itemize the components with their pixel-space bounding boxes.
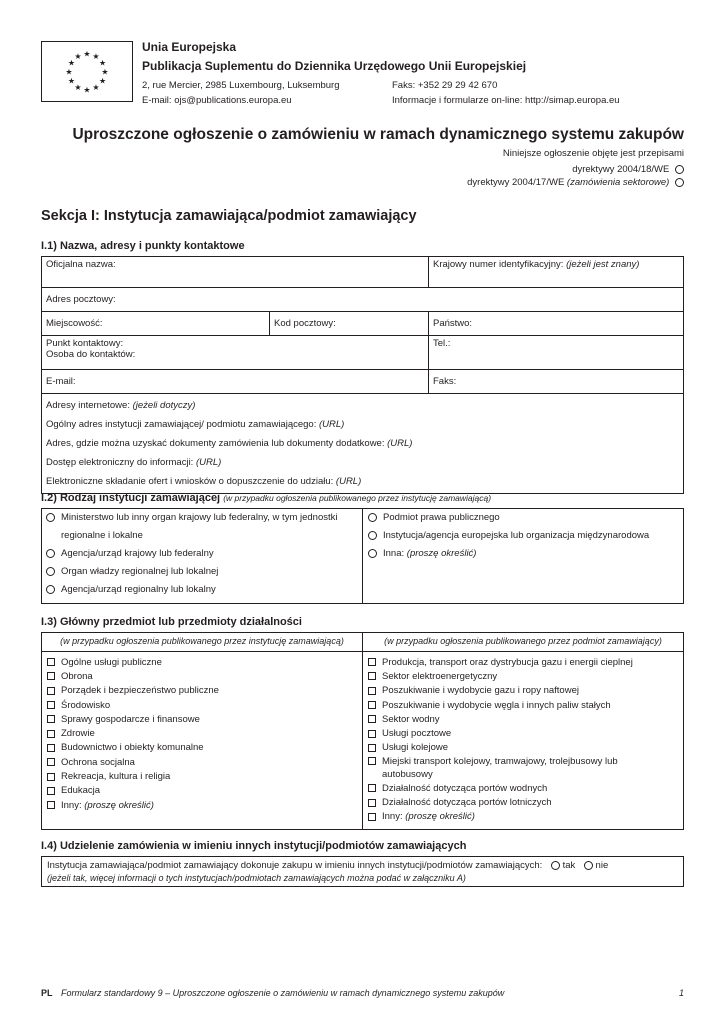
authority-option-label: Ministerstwo lub inny organ krajowy lub federalny, w tym jednostki regionalne i lokalne [61, 512, 338, 541]
authority-option[interactable] [46, 545, 356, 563]
activity-checkbox[interactable] [368, 757, 376, 765]
postal-address-label: Adres pocztowy: [46, 294, 116, 305]
activity-option-label: Obrona [61, 670, 93, 682]
docs-address-label: Adres, gdzie można uzyskać dokumenty zamówienia lub dokumenty dodatkowe: [46, 438, 385, 449]
i2-heading [41, 492, 491, 504]
other-label: Inna: [383, 548, 405, 559]
national-id-label: Krajowy numer identyfikacyjny: [433, 259, 564, 270]
phone-label: Tel.: [433, 338, 451, 349]
activity-other-label [61, 800, 154, 811]
star-icon: ★ [99, 58, 107, 68]
header-fax: Faks: +352 29 29 42 670 [392, 80, 498, 91]
other-label: Inny: [382, 811, 403, 823]
email-field[interactable] [42, 370, 429, 394]
activity-checkbox[interactable] [47, 758, 55, 766]
activity-option[interactable] [47, 669, 357, 683]
authority-radio[interactable] [46, 585, 55, 594]
i3-heading: I.3) Główny przedmiot lub przedmioty działalności [41, 616, 302, 628]
authority-option-label: Agencja/urząd krajowy lub federalny [61, 548, 214, 559]
authority-right-options [368, 509, 680, 563]
activity-option-label: Sprawy gospodarcze i finansowe [61, 713, 200, 725]
activity-option[interactable] [47, 784, 357, 798]
activity-option[interactable] [47, 741, 357, 755]
authority-radio[interactable] [46, 549, 55, 558]
city-label: Miejscowość: [46, 318, 103, 329]
star-icon: ★ [67, 58, 75, 68]
internet-note: (jeżeli dotyczy) [132, 400, 196, 411]
activity-checkbox[interactable] [368, 799, 376, 807]
activity-option-label: Porządek i bezpieczeństwo publiczne [61, 685, 219, 697]
activity-option[interactable] [368, 755, 680, 781]
activity-checkbox[interactable] [368, 687, 376, 695]
footer-text: Formularz standardowy 9 – Uproszczone ogłoszenie o zamówieniu w ramach dynamicznego systemu zakupów [61, 988, 505, 998]
activity-checkbox[interactable] [47, 701, 55, 709]
activity-option-other[interactable] [368, 810, 680, 824]
directive-2004-17-note: (zamówienia sektorowe) [566, 177, 670, 188]
fax-field[interactable] [429, 370, 684, 394]
directive-intro: Niniejsze ogłoszenie objęte jest przepisami [502, 148, 684, 159]
directive-2004-17-label: dyrektywy 2004/17/WE [467, 177, 565, 188]
behalf-box [41, 856, 684, 887]
authority-left-options [46, 509, 356, 599]
footer-lang: PL [41, 988, 53, 998]
star-icon: ★ [65, 67, 73, 77]
activity-right-options [368, 655, 680, 824]
directive-2004-18-label: dyrektywy 2004/18/WE [572, 164, 670, 175]
activity-option[interactable] [368, 795, 680, 809]
activity-option-other[interactable] [47, 798, 357, 812]
activity-option[interactable] [47, 684, 357, 698]
city-field[interactable] [42, 312, 270, 336]
activity-option-label: Miejski transport kolejowy, tramwajowy, trolejbusowy lub autobusowy [382, 756, 618, 781]
star-icon: ★ [74, 51, 82, 61]
activity-box [41, 632, 684, 830]
activity-checkbox[interactable] [47, 672, 55, 680]
star-icon: ★ [74, 83, 82, 93]
contact-table [41, 256, 684, 494]
authority-option-other[interactable] [368, 545, 680, 563]
activity-option[interactable] [47, 655, 357, 669]
row-divider [42, 651, 683, 652]
activity-option[interactable] [368, 712, 680, 726]
activity-left-options [47, 655, 357, 812]
national-id-note: (jeżeli jest znany) [566, 259, 640, 270]
page-title: Uproszczone ogłoszenie o zamówieniu w ramach dynamicznego systemu zakupów [72, 126, 684, 143]
country-label: Państwo: [433, 318, 473, 329]
i2-note: (w przypadku ogłoszenia publikowanego przez instytucję zamawiającą) [223, 493, 492, 503]
behalf-no-label: nie [595, 860, 609, 871]
directive-2004-18 [572, 164, 684, 175]
activity-option-label: Poszukiwanie i wydobycie węgla i innych paliw stałych [382, 699, 611, 711]
activity-checkbox[interactable] [368, 701, 376, 709]
activity-checkbox[interactable] [47, 801, 55, 809]
email-label: E-mail: [46, 376, 76, 387]
header-info: Informacje i formularze on-line: http://simap.europa.eu [392, 95, 620, 106]
authority-option-label: Podmiot prawa publicznego [383, 512, 500, 523]
activity-option-label: Rekreacja, kultura i religia [61, 771, 171, 783]
activity-option-label: Produkcja, transport oraz dystrybucja gazu i energii cieplnej [382, 656, 633, 668]
other-note: (proszę określić) [406, 548, 477, 559]
behalf-yes-label: tak [562, 860, 576, 871]
postal-address-field[interactable] [42, 288, 684, 312]
other-label: Inny: [61, 799, 82, 811]
activity-checkbox[interactable] [368, 744, 376, 752]
authority-radio[interactable] [368, 513, 377, 522]
activity-checkbox[interactable] [368, 730, 376, 738]
star-icon: ★ [101, 67, 109, 77]
activity-option[interactable] [47, 755, 357, 769]
national-id-field[interactable] [429, 257, 684, 288]
authority-option[interactable] [368, 527, 680, 545]
internet-label: Adresy internetowe: [46, 400, 130, 411]
authority-option[interactable] [368, 509, 680, 527]
i4-heading: I.4) Udzielenie zamówienia w imieniu innych instytucji/podmiotów zamawiających [41, 840, 467, 852]
activity-option[interactable] [47, 769, 357, 783]
activity-option-label: Usługi kolejowe [382, 742, 449, 754]
column-divider [362, 633, 363, 829]
activity-checkbox[interactable] [47, 744, 55, 752]
attention-label: Osoba do kontaktów: [46, 349, 136, 360]
authority-option[interactable] [46, 563, 356, 581]
activity-option[interactable] [47, 712, 357, 726]
activity-option-label: Ochrona socjalna [61, 756, 135, 768]
header-address: 2, rue Mercier, 2985 Luxembourg, Luksemburg [142, 80, 340, 91]
activity-option-label: Sektor wodny [382, 713, 440, 725]
activity-right-note: (w przypadku ogłoszenia publikowanego przez podmiot zamawiający) [384, 636, 662, 646]
publication-name: Publikacja Suplementu do Dziennika Urzędowego Unii Europejskiej [142, 59, 527, 73]
activity-option-label: Budownictwo i obiekty komunalne [61, 742, 204, 754]
activity-checkbox[interactable] [368, 784, 376, 792]
postal-code-label: Kod pocztowy: [274, 318, 336, 329]
activity-other-label [382, 811, 475, 822]
activity-checkbox[interactable] [47, 715, 55, 723]
activity-option[interactable] [368, 741, 680, 755]
star-icon: ★ [92, 51, 100, 61]
activity-checkbox[interactable] [368, 672, 376, 680]
url-note: (URL) [387, 438, 413, 449]
authority-radio[interactable] [46, 513, 55, 522]
official-name-field[interactable] [42, 257, 429, 288]
activity-option-label: Działalność dotycząca portów wodnych [382, 782, 548, 794]
activity-option[interactable] [47, 726, 357, 740]
activity-checkbox[interactable] [47, 730, 55, 738]
activity-option[interactable] [368, 726, 680, 740]
activity-checkbox[interactable] [47, 658, 55, 666]
star-icon: ★ [83, 49, 91, 59]
footer [41, 988, 504, 998]
behalf-yes-radio[interactable] [551, 861, 560, 870]
behalf-no-radio[interactable] [584, 861, 593, 870]
behalf-question-row [47, 860, 608, 871]
activity-option[interactable] [368, 698, 680, 712]
url-note: (URL) [319, 419, 345, 430]
authority-other-label [383, 545, 476, 563]
postal-code-field[interactable] [270, 312, 429, 336]
electronic-access-label: Dostęp elektroniczny do informacji: [46, 457, 194, 468]
activity-option[interactable] [368, 684, 680, 698]
eu-flag-logo [41, 41, 133, 102]
general-address-label: Ogólny adres instytucji zamawiającej/ podmiotu zamawiającego: [46, 419, 317, 430]
i1-heading: I.1) Nazwa, adresy i punkty kontaktowe [41, 240, 245, 252]
country-field[interactable] [429, 312, 684, 336]
org-name: Unia Europejska [142, 40, 237, 54]
other-note: (proszę określić) [405, 811, 475, 823]
contact-point-field[interactable] [42, 336, 429, 370]
activity-checkbox[interactable] [47, 687, 55, 695]
directive-2004-18-radio[interactable] [675, 165, 684, 174]
authority-radio[interactable] [46, 567, 55, 576]
authority-option-label: Organ władzy regionalnej lub lokalnej [61, 566, 219, 577]
other-note: (proszę określić) [84, 799, 154, 811]
star-icon: ★ [92, 83, 100, 93]
activity-option-label: Środowisko [61, 699, 111, 711]
column-divider [362, 509, 363, 603]
electronic-submission-label: Elektroniczne składanie ofert i wniosków o dopuszczenie do udziału: [46, 476, 334, 487]
activity-option[interactable] [368, 669, 680, 683]
activity-option[interactable] [47, 698, 357, 712]
activity-checkbox[interactable] [47, 773, 55, 781]
directive-2004-17 [467, 177, 684, 188]
activity-checkbox[interactable] [368, 715, 376, 723]
general-address-field[interactable] [46, 415, 679, 434]
star-icon: ★ [99, 76, 107, 86]
authority-type-box [41, 508, 684, 604]
behalf-note: (jeżeli tak, więcej informacji o tych instytucjach/podmiotach zamawiających można podać w załączniku A) [47, 873, 466, 883]
activity-option-label: Poszukiwanie i wydobycie gazu i ropy naftowej [382, 685, 579, 697]
directive-2004-17-radio[interactable] [675, 178, 684, 187]
internet-addresses-heading [46, 396, 679, 415]
official-name-label: Oficjalna nazwa: [46, 259, 116, 270]
behalf-question: Instytucja zamawiająca/podmiot zamawiający dokonuje zakupu w imieniu innych instytucji/podmiotów zamawiających: [47, 860, 543, 871]
section-1-heading: Sekcja I: Instytucja zamawiająca/podmiot zamawiający [41, 208, 417, 224]
activity-checkbox[interactable] [368, 658, 376, 666]
authority-option[interactable] [46, 509, 356, 545]
activity-option[interactable] [368, 781, 680, 795]
header-email: E-mail: ojs@publications.europa.eu [142, 95, 292, 106]
authority-option-label: Instytucja/agencja europejska lub organizacja międzynarodowa [383, 530, 650, 541]
activity-option-label: Zdrowie [61, 728, 95, 740]
activity-option-label: Działalność dotycząca portów lotniczych [382, 797, 552, 809]
contact-point-label: Punkt kontaktowy: [46, 338, 124, 349]
authority-option[interactable] [46, 581, 356, 599]
docs-address-field[interactable] [46, 434, 679, 453]
authority-radio[interactable] [368, 549, 377, 558]
activity-option[interactable] [368, 655, 680, 669]
electronic-submission-field[interactable] [46, 472, 679, 491]
star-icon: ★ [67, 76, 75, 86]
activity-option-label: Usługi pocztowe [382, 728, 452, 740]
url-note: (URL) [195, 457, 222, 468]
phone-field[interactable] [429, 336, 684, 370]
fax-label: Faks: [433, 376, 457, 387]
activity-option-label: Edukacja [61, 785, 101, 797]
internet-addresses [42, 394, 684, 494]
activity-option-label: Sektor elektroenergetyczny [382, 670, 498, 682]
activity-left-note: (w przypadku ogłoszenia publikowanego przez instytucję zamawiającą) [60, 636, 344, 646]
activity-checkbox[interactable] [368, 813, 376, 821]
url-note: (URL) [335, 476, 362, 487]
page-number: 1 [678, 988, 684, 998]
authority-option-label: Agencja/urząd regionalny lub lokalny [61, 584, 216, 595]
activity-checkbox[interactable] [47, 787, 55, 795]
activity-option-label: Ogólne usługi publiczne [61, 656, 162, 668]
authority-radio[interactable] [368, 531, 377, 540]
electronic-access-field[interactable] [46, 453, 679, 472]
star-icon: ★ [83, 85, 91, 95]
i2-heading-label: I.2) Rodzaj instytucji zamawiającej [41, 492, 221, 504]
